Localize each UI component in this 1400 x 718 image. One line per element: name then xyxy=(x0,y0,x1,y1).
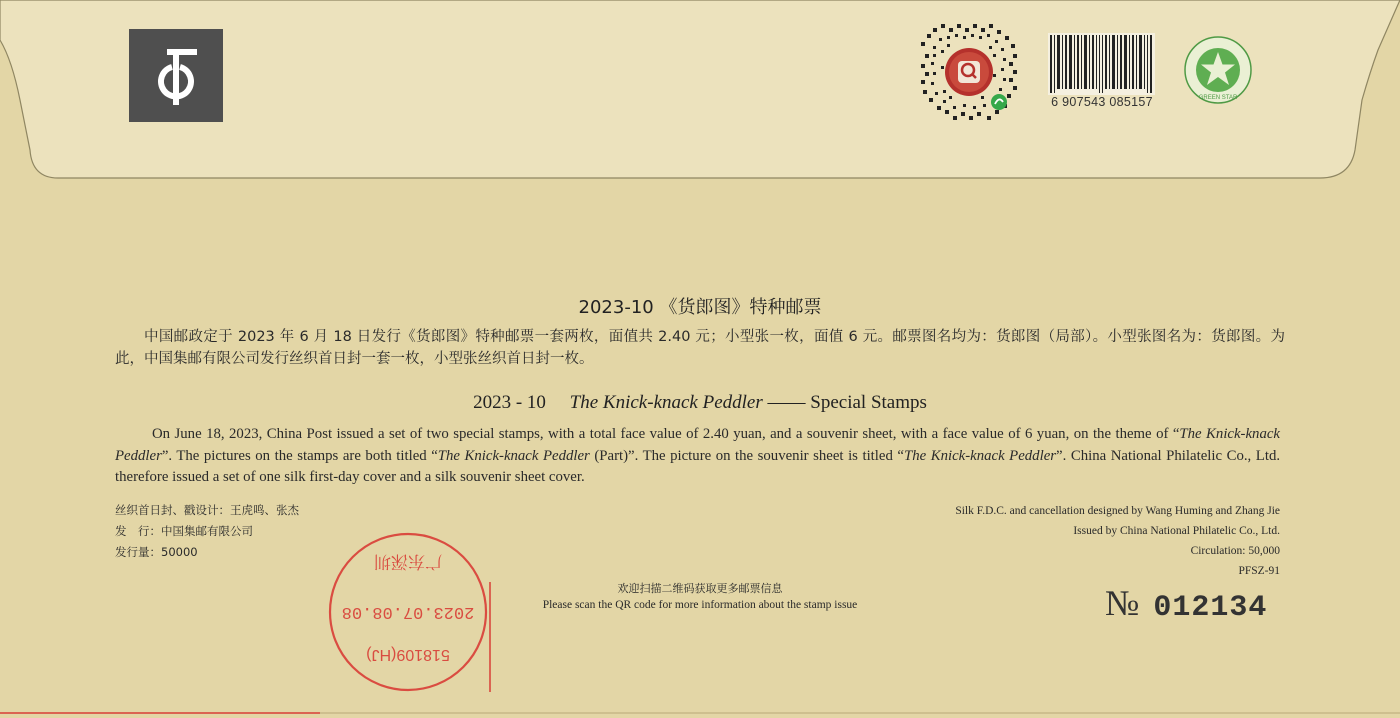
en-body-text-4: ”. China National Philatelic Co., Ltd. therefore issued a set of one silk first-day cover and a silk souvenir sheet cover. xyxy=(115,447,1281,485)
postmark-city: 广东深圳 xyxy=(374,551,442,571)
chinese-credits xyxy=(115,500,299,563)
credit-circulation-zh: 发行量：50000 xyxy=(115,545,198,559)
logo-glyph-icon xyxy=(129,29,223,122)
en-body-italic-3: The Knick-knack Peddler xyxy=(903,447,1057,464)
scan-hint-chinese: 欢迎扫描二维码获取更多邮票信息 xyxy=(617,582,783,595)
chinese-title: 2023-10 《货郎图》特种邮票 xyxy=(578,297,822,318)
credit-design-en: Silk F.D.C. and cancellation designed by Wang Huming and Zhang Jie xyxy=(955,505,1280,517)
english-description xyxy=(115,424,1280,489)
postmark-stamp xyxy=(318,522,498,702)
green-star-icon xyxy=(1184,36,1252,104)
serial-number xyxy=(1105,582,1267,625)
postmark-postcode: 518109(HJ) xyxy=(366,646,450,663)
english-credits xyxy=(955,501,1280,581)
en-body-italic-1: The Knick-knack Peddler xyxy=(115,426,1280,464)
credit-issuer-en: Issued by China National Philatelic Co., Ltd. xyxy=(1073,525,1280,537)
chinese-description: 中国邮政定于 2023 年 6 月 18 日发行《货郎图》特种邮票一套两枚，面值共 2.40 元；小型张一枚，面值 6 元。邮票图名均为：货郎图（局部）。小型张图名为：货郎图。为此，中国集邮有限公司发行丝织首日封一套一枚，小型张丝织首日封一枚。 xyxy=(115,329,1285,367)
en-body-text-1: On June 18, 2023, China Post issued a set of two special stamps, with a total face value of 2.40 yuan, and a souvenir sheet, with a face value of 6 yuan, on the theme of “ xyxy=(152,426,1180,442)
english-title-suffix: —— Special Stamps xyxy=(767,392,927,413)
credit-code: PFSZ-91 xyxy=(1238,565,1280,577)
bottom-edge-line xyxy=(0,712,1400,714)
en-body-text-2: ”. The pictures on the stamps are both titled “ xyxy=(161,447,438,464)
en-body-italic-2: The Knick-knack Peddler xyxy=(437,447,590,464)
green-star-label: GREEN STAR xyxy=(1198,95,1238,101)
credit-circulation-en: Circulation: 50,000 xyxy=(1190,545,1280,557)
serial-value: 012134 xyxy=(1153,591,1268,625)
credit-issuer-zh: 发 行：中国集邮有限公司 xyxy=(115,524,253,538)
china-post-logo xyxy=(129,29,223,122)
barcode-digits: 6 907543 085157 xyxy=(1051,95,1153,109)
postmark-date: 2023.07.08.08 xyxy=(341,602,475,621)
credit-design-zh: 丝织首日封、戳设计：王虎鸣、张杰 xyxy=(115,503,299,517)
english-title xyxy=(0,392,1400,414)
english-title-name: The Knick-knack Peddler xyxy=(569,392,763,413)
en-body-text-3: (Part)”. The picture on the souvenir sheet is titled “ xyxy=(589,447,904,464)
qr-code-icon[interactable] xyxy=(919,22,1019,122)
serial-prefix: № xyxy=(1105,583,1140,623)
scan-hint-english: Please scan the QR code for more information about the stamp issue xyxy=(542,599,858,611)
english-title-number: 2023 - 10 xyxy=(473,392,546,413)
